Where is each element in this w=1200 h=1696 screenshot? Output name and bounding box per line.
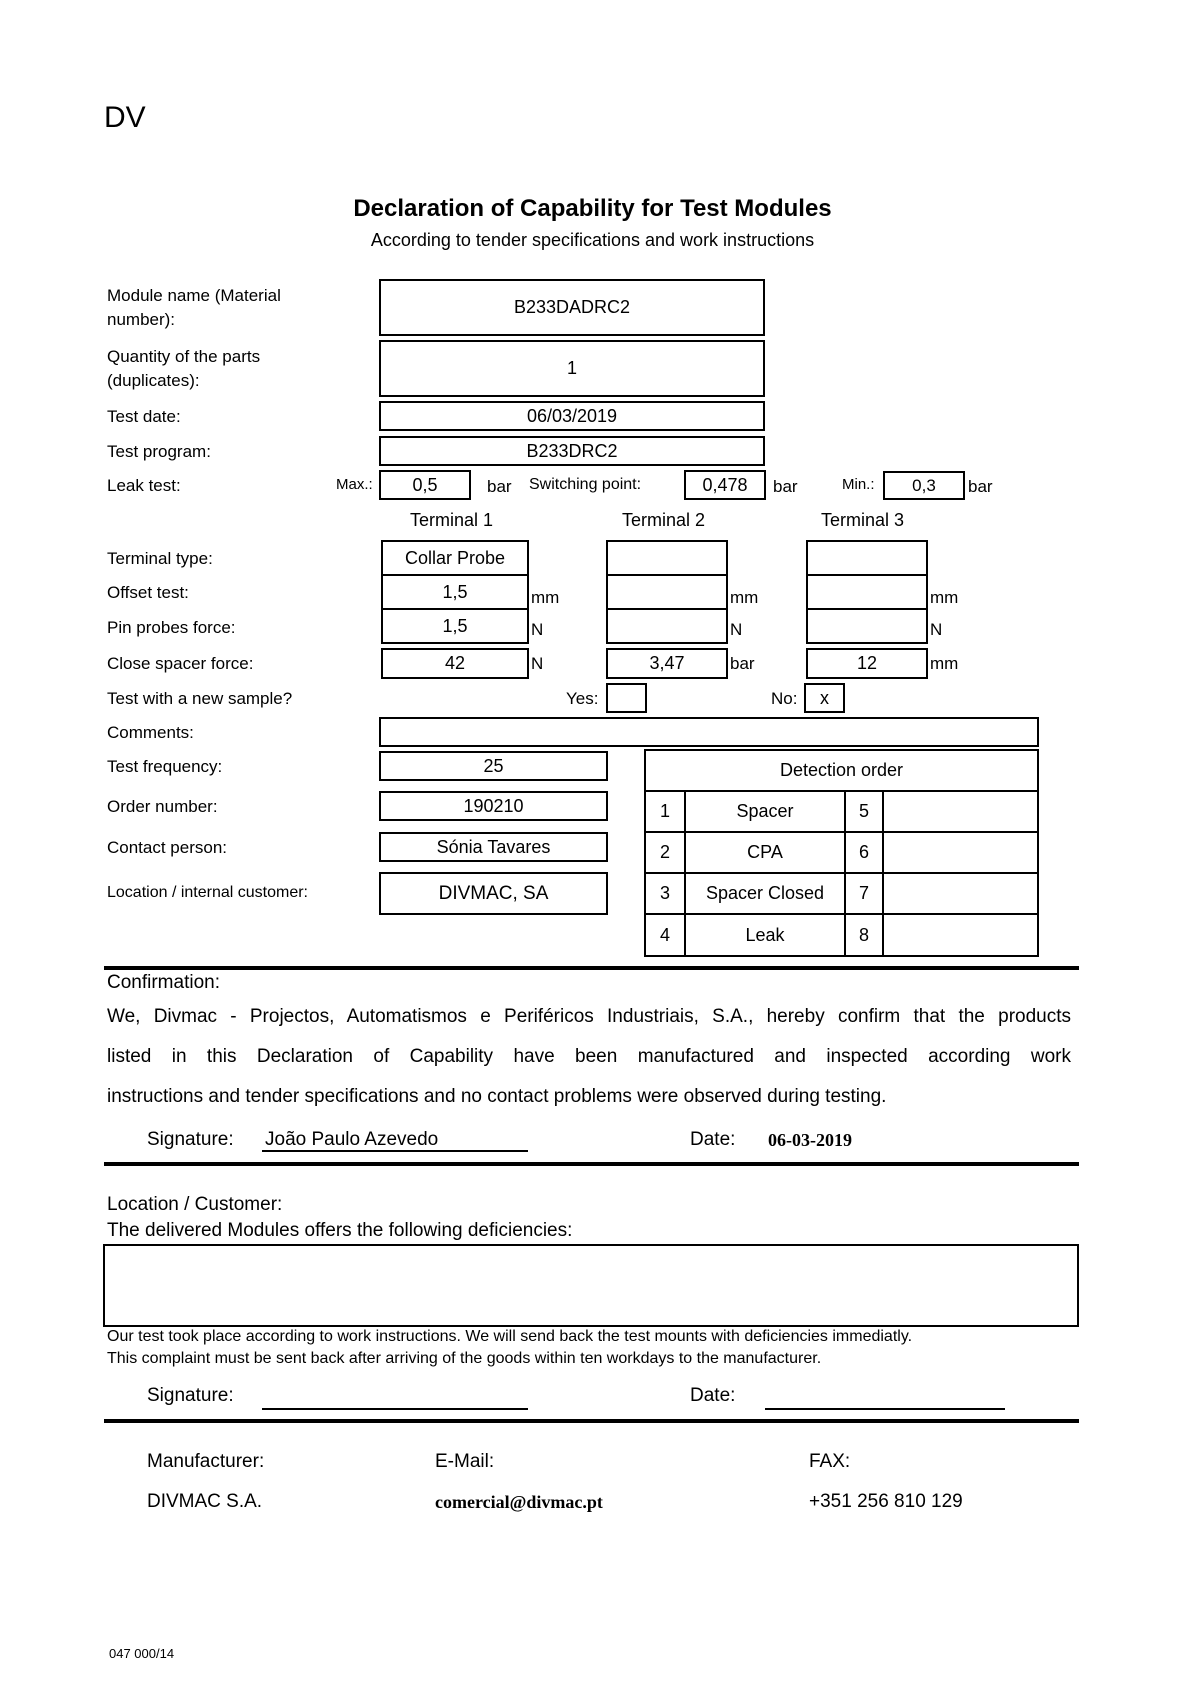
leak-test-label: Leak test:: [107, 476, 181, 495]
yes-label: Yes:: [566, 689, 599, 708]
contact-person-label: Contact person:: [107, 838, 228, 857]
terminal-2-type-field[interactable]: [606, 540, 728, 576]
confirmation-text-line: listed in this Declaration of Capability have been manufactured and inspected according work: [107, 1046, 1071, 1067]
detection-step[interactable]: [882, 790, 1039, 833]
module-name-label-cont: number):: [107, 310, 176, 329]
order-number-label: Order number:: [107, 797, 218, 816]
location-label: Location / internal customer:: [107, 884, 308, 901]
terminal-2-offset-unit: mm: [730, 588, 759, 607]
detection-step[interactable]: Spacer Closed: [684, 872, 846, 915]
detection-step[interactable]: [882, 831, 1039, 874]
terminal-1-type-field[interactable]: Collar Probe: [381, 540, 529, 576]
page-subtitle: According to tender specifications and work instructions: [370, 230, 815, 250]
detection-index: 5: [844, 790, 884, 833]
signature-line: [262, 1150, 528, 1152]
detection-step[interactable]: [882, 913, 1039, 957]
section-divider: [104, 1162, 1079, 1166]
min-unit: bar: [968, 477, 993, 496]
terminal-3-spacer-field[interactable]: 12: [806, 648, 928, 679]
detection-step[interactable]: Spacer: [684, 790, 846, 833]
customer-note: Our test took place according to work instructions. We will send back the test mounts with deficiencies immediatly.: [107, 1328, 913, 1345]
terminal-2-pin-field[interactable]: [606, 608, 728, 644]
terminal-2-pin-unit: N: [730, 620, 743, 639]
email-label: E-Mail:: [435, 1451, 495, 1472]
customer-signature-label: Signature:: [147, 1385, 234, 1406]
detection-step[interactable]: [882, 872, 1039, 915]
date-label: Date:: [690, 1129, 736, 1150]
new-sample-label: Test with a new sample?: [107, 689, 293, 708]
switching-unit: bar: [773, 477, 798, 496]
terminal-3-header: Terminal 3: [821, 510, 905, 530]
detection-index: 3: [644, 872, 686, 915]
comments-label: Comments:: [107, 723, 194, 742]
max-unit: bar: [487, 477, 512, 496]
customer-signature-line[interactable]: [262, 1408, 528, 1410]
detection-step[interactable]: Leak: [684, 913, 846, 957]
detection-index: 2: [644, 831, 686, 874]
location-field[interactable]: DIVMAC, SA: [379, 872, 608, 915]
comments-field[interactable]: [379, 717, 1039, 747]
confirmation-label: Confirmation:: [107, 972, 220, 993]
customer-location-label: Location / Customer:: [107, 1194, 283, 1215]
terminal-1-offset-unit: mm: [531, 588, 560, 607]
yes-checkbox[interactable]: [606, 683, 647, 713]
detection-index: 8: [844, 913, 884, 957]
min-label: Min.:: [842, 476, 875, 493]
contact-person-field[interactable]: Sónia Tavares: [379, 832, 608, 862]
test-program-label: Test program:: [107, 442, 211, 461]
quantity-field[interactable]: 1: [379, 340, 765, 397]
terminal-1-pin-field[interactable]: 1,5: [381, 608, 529, 644]
terminal-3-spacer-unit: mm: [930, 654, 959, 673]
test-frequency-label: Test frequency:: [107, 757, 223, 776]
document-footer-code: 047 000/14: [109, 1646, 175, 1661]
terminal-2-header: Terminal 2: [622, 510, 706, 530]
max-pressure-field[interactable]: 0,5: [379, 470, 471, 500]
terminal-1-spacer-field[interactable]: 42: [381, 648, 529, 679]
terminal-1-offset-field[interactable]: 1,5: [381, 574, 529, 610]
customer-date-line[interactable]: [765, 1408, 1005, 1410]
pin-probes-force-label: Pin probes force:: [107, 618, 236, 637]
order-number-field[interactable]: 190210: [379, 791, 608, 821]
signature-value[interactable]: João Paulo Azevedo: [265, 1129, 439, 1150]
quantity-label-cont: (duplicates):: [107, 371, 200, 390]
deficiencies-field[interactable]: [103, 1244, 1079, 1327]
terminal-1-header: Terminal 1: [410, 510, 494, 530]
terminal-3-offset-unit: mm: [930, 588, 959, 607]
terminal-2-spacer-unit: bar: [730, 654, 755, 673]
test-date-field[interactable]: 06/03/2019: [379, 401, 765, 431]
terminal-1-spacer-unit: N: [531, 654, 544, 673]
min-pressure-field[interactable]: 0,3: [883, 471, 965, 500]
module-name-field[interactable]: B233DADRC2: [379, 279, 765, 336]
section-divider: [104, 966, 1079, 970]
max-label: Max.:: [336, 476, 373, 493]
customer-date-label: Date:: [690, 1385, 736, 1406]
module-name-label: Module name (Material: [107, 286, 281, 305]
document-code: DV: [104, 101, 146, 134]
detection-index: 7: [844, 872, 884, 915]
fax-label: FAX:: [809, 1451, 851, 1472]
terminal-3-pin-unit: N: [930, 620, 943, 639]
detection-index: 4: [644, 913, 686, 957]
fax-value: +351 256 810 129: [809, 1491, 963, 1512]
email-value[interactable]: comercial@divmac.pt: [435, 1492, 603, 1512]
detection-order-title: Detection order: [644, 749, 1039, 792]
manufacturer-value: DIVMAC S.A.: [147, 1491, 263, 1512]
detection-index: 1: [644, 790, 686, 833]
switching-point-label: Switching point:: [529, 476, 642, 493]
page-title: Declaration of Capability for Test Modules: [353, 195, 832, 222]
confirmation-text-line: instructions and tender specifications and no contact problems were observed during testing.: [107, 1086, 887, 1107]
terminal-3-type-field[interactable]: [806, 540, 928, 576]
terminal-type-label: Terminal type:: [107, 549, 213, 568]
confirmation-text-line: We, Divmac - Projectos, Automatismos e Periféricos Industriais, S.A., hereby confirm that the products: [107, 1006, 1071, 1027]
terminal-3-offset-field[interactable]: [806, 574, 928, 610]
quantity-label: Quantity of the parts: [107, 347, 261, 366]
manufacturer-label: Manufacturer:: [147, 1451, 265, 1472]
test-frequency-field[interactable]: 25: [379, 751, 608, 781]
terminal-1-pin-unit: N: [531, 620, 544, 639]
switching-point-field[interactable]: 0,478: [684, 470, 766, 500]
terminal-2-spacer-field[interactable]: 3,47: [606, 648, 728, 679]
test-date-label: Test date:: [107, 407, 181, 426]
no-checkbox[interactable]: x: [804, 683, 845, 713]
date-value[interactable]: 06-03-2019: [768, 1130, 852, 1150]
detection-index: 6: [844, 831, 884, 874]
section-divider: [104, 1419, 1079, 1423]
close-spacer-force-label: Close spacer force:: [107, 654, 254, 673]
terminal-2-offset-field[interactable]: [606, 574, 728, 610]
terminal-3-pin-field[interactable]: [806, 608, 928, 644]
detection-step[interactable]: CPA: [684, 831, 846, 874]
customer-note: This complaint must be sent back after arriving of the goods within ten workdays to the manufacturer.: [107, 1350, 822, 1367]
no-label: No:: [771, 689, 798, 708]
test-program-field[interactable]: B233DRC2: [379, 436, 765, 466]
signature-label: Signature:: [147, 1129, 234, 1150]
deficiencies-label: The delivered Modules offers the following deficiencies:: [107, 1220, 573, 1241]
offset-test-label: Offset test:: [107, 583, 189, 602]
